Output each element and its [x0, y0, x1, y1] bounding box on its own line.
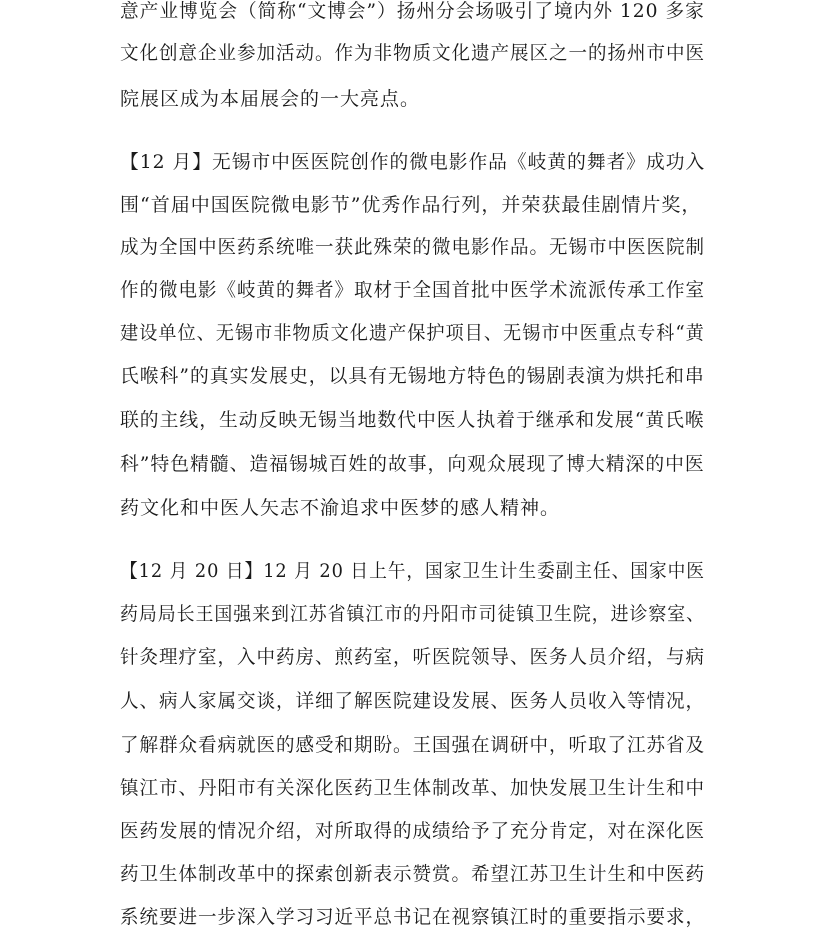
text-line: 镇江市、丹阳市有关深化医药卫生体制改革、加快发展卫生计生和中: [120, 777, 706, 799]
text-line: 【12 月 20 日】12 月 20 日上午，国家卫生计生委副主任、国家中医: [120, 560, 705, 582]
text-line: 药文化和中医人矢志不渝追求中医梦的感人精神。: [120, 497, 561, 519]
text-line: 人、病人家属交谈，详细了解医院建设发展、医务人员收入等情况，: [120, 690, 706, 712]
text-line: 氏喉科”的真实发展史，以具有无锡地方特色的锡剧表演为烘托和串: [120, 365, 705, 387]
text-line: 院展区成为本届展会的一大亮点。: [120, 88, 421, 110]
text-line: 药卫生体制改革中的探索创新表示赞赏。希望江苏卫生计生和中医药: [120, 863, 706, 885]
text-line: 建设单位、无锡市非物质文化遗产保护项目、无锡市中医重点专科“黄: [120, 322, 705, 344]
text-line: 系统要进一步深入学习习近平总书记在视察镇江时的重要指示要求，: [120, 906, 706, 928]
text-line: 意产业博览会（简称“文博会”）扬州分会场吸引了境内外 120 多家: [120, 0, 705, 22]
text-line: 针灸理疗室，入中药房、煎药室，听医院领导、医务人员介绍，与病: [120, 646, 706, 668]
text-line: 医药发展的情况介绍，对所取得的成绩给予了充分肯定，对在深化医: [120, 820, 706, 842]
text-line: 了解群众看病就医的感受和期盼。王国强在调研中，听取了江苏省及: [120, 734, 706, 756]
text-line: 成为全国中医药系统唯一获此殊荣的微电影作品。无锡市中医医院制: [120, 236, 706, 258]
text-line: 围“首届中国医院微电影节”优秀作品行列，并荣获最佳剧情片奖，: [120, 194, 702, 216]
text-line: 联的主线，生动反映无锡当地数代中医人执着于继承和发展“黄氏喉: [120, 409, 705, 431]
text-line: 药局局长王国强来到江苏省镇江市的丹阳市司徒镇卫生院，进诊察室、: [120, 603, 706, 625]
text-line: 【12 月】无锡市中医医院创作的微电影作品《岐黄的舞者》成功入: [120, 151, 706, 173]
text-line: 科”特色精髓、造福锡城百姓的故事，向观众展现了博大精深的中医: [120, 453, 705, 475]
text-line: 文化创意企业参加活动。作为非物质文化遗产展区之一的扬州市中医: [120, 42, 706, 64]
text-line: 作的微电影《岐黄的舞者》取材于全国首批中医学术流派传承工作室: [120, 279, 706, 301]
